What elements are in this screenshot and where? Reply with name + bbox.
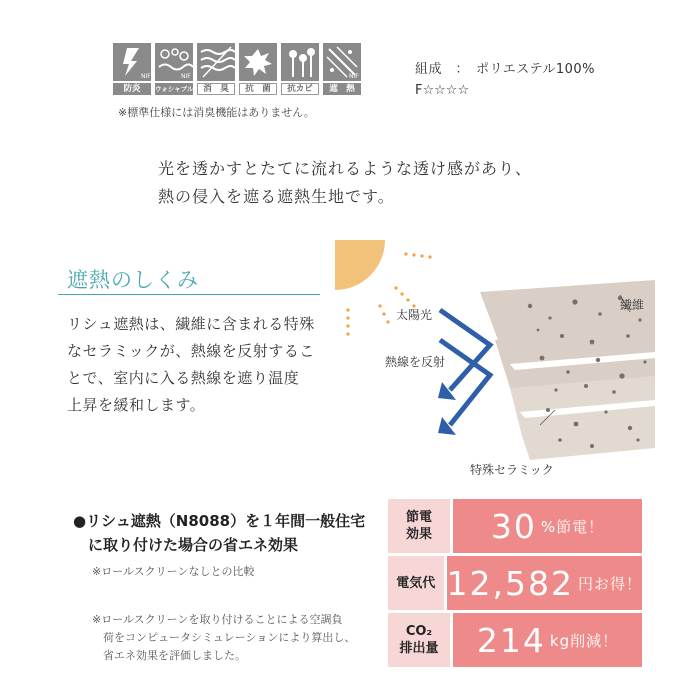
heat-reflection-diagram xyxy=(330,240,660,480)
savings-label-top: CO₂ xyxy=(405,624,433,639)
savings-unit: 円お得！ xyxy=(577,574,642,593)
icon-label: 抗 菌 xyxy=(239,83,277,95)
comparison-note: ※ロールスクリーンなしとの比較 xyxy=(92,565,255,578)
savings-unit: %節電！ xyxy=(540,517,605,536)
icon-label: 抗カビ xyxy=(281,83,319,95)
feature-icon-flame xyxy=(113,43,151,95)
method-note-line: 荷をコンピュータシミュレーションにより算出し、 xyxy=(92,631,356,644)
feature-icon-washable xyxy=(155,43,193,95)
savings-label-top: 電気代 xyxy=(396,575,436,591)
icon-label: 消 臭 xyxy=(197,83,235,95)
savings-number: 30 xyxy=(490,506,537,546)
savings-headline xyxy=(73,509,365,557)
washable-icon xyxy=(155,43,193,81)
ceramic-label: 特殊セラミック xyxy=(470,463,554,477)
icon-label: 防炎 xyxy=(113,83,151,95)
method-note-line: 省エネ効果を評価しました。 xyxy=(92,649,246,662)
mechanism-line: リシュ遮熱は、繊維に含まれる特殊 xyxy=(67,315,315,333)
sunlight-label: 太陽光 xyxy=(396,308,433,322)
heat-arrow-icon xyxy=(440,310,490,425)
intro-line: 光を透かすとたてに流れるような透け感があり、 xyxy=(158,159,533,178)
savings-label xyxy=(388,556,444,610)
feature-icons xyxy=(113,43,361,95)
composition-spec: 組成 ： ポリエステル100% xyxy=(415,62,595,77)
feature-icon-antibacterial xyxy=(239,43,277,95)
method-note-line: ※ロールスクリーンを取り付けることによる空調負 xyxy=(92,613,343,626)
savings-value xyxy=(447,556,642,610)
antibacterial-icon xyxy=(239,43,277,81)
savings-row-power xyxy=(388,499,642,553)
mechanism-body xyxy=(67,311,315,419)
formaldehyde-grade: F☆☆☆☆ xyxy=(415,83,470,98)
icon-label: ウォシャブル xyxy=(155,85,193,93)
heat-shield-icon xyxy=(323,43,361,81)
icon-note: ※標準仕様には消臭機能はありません。 xyxy=(118,106,315,119)
intro-line: 熱の侵入を遮る遮熱生地です。 xyxy=(158,187,395,206)
antimold-icon xyxy=(281,43,319,81)
savings-label xyxy=(388,499,450,553)
savings-unit: kg削減！ xyxy=(549,631,619,650)
headline-line: ●リシュ遮熱（N8088）を１年間一般住宅 xyxy=(73,512,366,530)
method-note xyxy=(92,611,355,665)
intro-text xyxy=(158,155,532,211)
mechanism-line: 上昇を緩和します。 xyxy=(67,396,206,414)
savings-row-co2 xyxy=(388,613,642,667)
savings-value xyxy=(453,613,642,667)
feature-icon-heat xyxy=(323,43,361,95)
savings-label-bottom: 排出量 xyxy=(399,641,439,656)
savings-label-bottom: 効果 xyxy=(405,527,432,542)
savings-label xyxy=(388,613,450,667)
headline-line: に取り付けた場合の省エネ効果 xyxy=(73,536,299,554)
fiber-label: 繊維 xyxy=(620,298,645,312)
mechanism-title: 遮熱のしくみ xyxy=(67,268,199,292)
deodorant-icon xyxy=(197,43,235,81)
sun-icon xyxy=(335,240,385,290)
feature-icon-deodorant xyxy=(197,43,235,95)
feature-icon-antimold xyxy=(281,43,319,95)
savings-label-top: 節電 xyxy=(405,510,432,525)
svg-text:NIF: NIF xyxy=(349,73,359,80)
section-divider xyxy=(58,294,320,295)
savings-number: 12,582 xyxy=(446,563,574,603)
savings-value xyxy=(453,499,642,553)
icon-label: 遮 熱 xyxy=(323,83,361,95)
savings-row-electricity xyxy=(388,556,642,610)
svg-text:NIF: NIF xyxy=(181,73,191,80)
reflect-label: 熱線を反射 xyxy=(385,355,446,369)
mechanism-line: なセラミックが、熱線を反射するこ xyxy=(67,342,315,360)
flame-retardant-icon xyxy=(113,43,151,81)
mechanism-line: とで、室内に入る熱線を遮り温度 xyxy=(67,369,300,387)
savings-number: 214 xyxy=(476,620,546,660)
svg-text:NIF: NIF xyxy=(141,73,151,80)
